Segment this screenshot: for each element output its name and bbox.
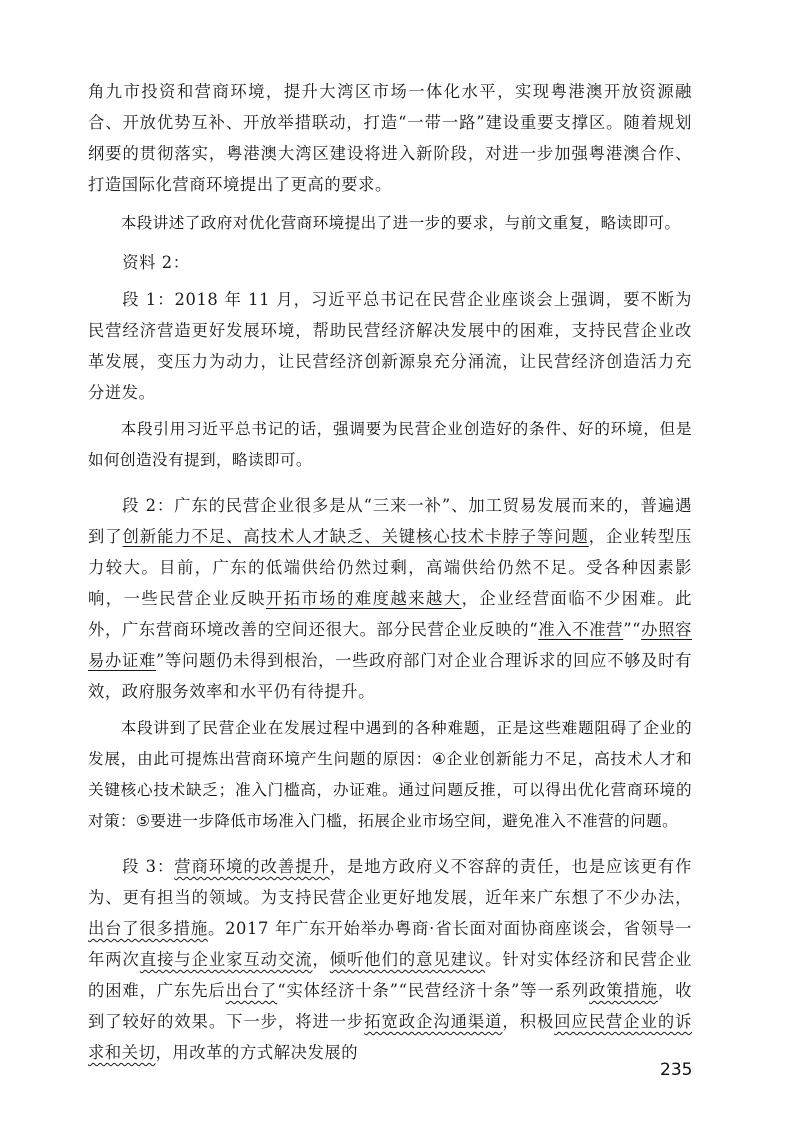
underlined-phrase: 准入不准营 — [538, 620, 624, 639]
segment-3-text: 。2017 年广东开始举办粤商·省长面对面协商座谈会，省领导一年两次 — [88, 919, 692, 969]
segment-3-text: “实体经济十条”“民营经济十条”等一系列 — [277, 981, 590, 1000]
segment-2 — [88, 490, 692, 707]
wavy-underlined-phrase: 回应民营企业的诉求和关切 — [88, 1012, 692, 1062]
study-note-1: 本段讲述了政府对优化营商环境提出了进一步的要求，与前文重复，略读即可。 — [120, 214, 681, 232]
study-note-2: 本段引用习近平总书记的话，强调要为民营企业创造好的条件、好的环境，但是如何创造没有提到，略读即可。 — [88, 420, 692, 469]
segment-2-text: ，企业经营面临不少困难。此外，广东营商环境改善的空间还很大。部分民营企业反映的“ — [88, 589, 692, 639]
wavy-underlined-phrase: 出台了很多措施 — [88, 919, 208, 938]
segment-2-text: ”等问题仍未得到根治，一些政府部门对企业合理诉求的回应不够及时有效，政府服务效率和水平仍有待提升。 — [88, 651, 692, 701]
segment-3-text: ，积极 — [502, 1012, 555, 1031]
wavy-underlined-phrase: 直接与企业家互动交流 — [139, 950, 313, 969]
underlined-phrase: 创新能力不足、高技术人才缺乏、关键核心技术卡脖子等问题 — [122, 527, 589, 546]
segment-1: 段 1：2018 年 11 月，习近平总书记在民营企业座谈会上强调，要不断为民营经济营造更好发展环境，帮助民营经济解决发展中的困难，支持民营企业改革发展，变压力为动力，让民营经济创新源泉充分涌流，让民营经济创造活力充分迸发。 — [88, 290, 692, 402]
segment-2-text: ”“ — [623, 620, 642, 639]
underlined-phrase: 开拓市场的难度越来越大 — [265, 589, 462, 608]
segment-3-text: 段 3： — [122, 857, 175, 876]
segment-3-text: ，用改革的方式解决发展的 — [155, 1043, 359, 1062]
study-note-3: 本段讲到了民营企业在发展过程中遇到的各种难题，正是这些难题阻碍了企业的发展，由此可提炼出营商环境产生问题的原因：④企业创新能力不足，高技术人才和关键核心技术缺乏；准入门槛高，办证难。通过问题反推，可以得出优化营商环境的对策：⑤要进一步降低市场准入门槛，拓展企业市场空间，避免准入不准营的问题。 — [88, 719, 692, 830]
segment-3-text: ， — [312, 950, 330, 969]
segment-2-text: ，企业转型压力较大。目前，广东的低端供给仍然过剩，高端供给仍然不足。受各种因素影响，一些民营企业反映 — [88, 527, 693, 608]
wavy-underlined-phrase: 营商环境的改善提升 — [174, 857, 330, 876]
segment-3-text: 。针对实体经济和民营企业的困难，广东先后 — [88, 950, 692, 1000]
segment-3-text: ，是地方政府义不容辞的责任，也是应该更有作为、更有担当的领域。为支持民营企业更好地发展，近年来广东想了不少办法， — [88, 857, 693, 907]
segment-3 — [88, 851, 692, 1068]
underlined-phrase: 办照容易办证难 — [88, 620, 692, 670]
wavy-underlined-phrase: 拓宽政企沟通渠道 — [364, 1012, 503, 1031]
document-page — [88, 76, 692, 1068]
wavy-underlined-phrase: 出台了 — [225, 981, 278, 1000]
segment-3-text: ，收到了较好的效果。下一步，将进一步 — [88, 981, 692, 1031]
page-number: 235 — [660, 1060, 693, 1080]
wavy-underlined-phrase: 政策措施 — [589, 981, 658, 1000]
wavy-underlined-phrase: 倾听他们的意见建议 — [329, 950, 486, 969]
segment-2-text: 段 2：广东的民营企业很多是从“三来一补”、加工贸易发展而来的，普遍遇到了 — [88, 496, 692, 546]
heading-material-2: 资料 2： — [122, 253, 190, 272]
paragraph-continuation: 角九市投资和营商环境，提升大湾区市场一体化水平，实现粤港澳开放资源融合、开放优势互补、开放举措联动，打造“一带一路”建设重要支撑区。随着规划纲要的贯彻落实，粤港澳大湾区建设将进入新阶段，对进一步加强粤港澳合作、打造国际化营商环境提出了更高的要求。 — [88, 82, 692, 194]
